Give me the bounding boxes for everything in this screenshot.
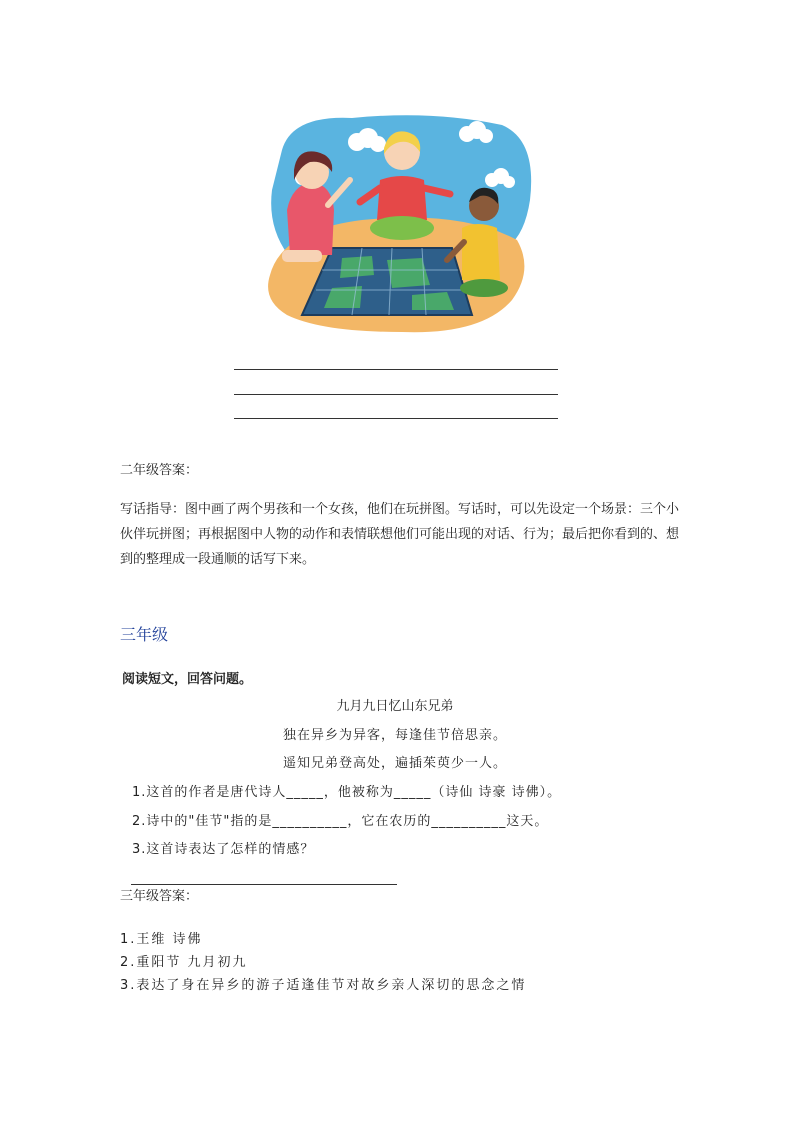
writing-line <box>234 394 558 395</box>
answer-line <box>131 884 397 885</box>
writing-line <box>234 418 558 419</box>
answer-1: 1.王维 诗佛 <box>120 932 203 947</box>
grade3-heading: 三年级 <box>120 625 169 644</box>
kids-puzzle-illustration <box>262 110 534 340</box>
question-2: 2.诗中的"佳节"指的是__________，它在农历的__________这天。 <box>132 814 549 829</box>
question-1: 1.这首的作者是唐代诗人_____，他被称为_____（诗仙 诗豪 诗佛）。 <box>132 785 562 800</box>
grade2-answer-title: 二年级答案： <box>120 463 199 478</box>
grade3-answer-title: 三年级答案： <box>120 889 199 904</box>
poem-line-1: 独在异乡为异客，每逢佳节倍思亲。 <box>282 728 507 743</box>
poem-line-2: 遥知兄弟登高处，遍插茱萸少一人。 <box>282 756 507 771</box>
poem-title: 九月九日忆山东兄弟 <box>336 699 454 714</box>
reading-instruction: 阅读短文，回答问题。 <box>122 672 253 687</box>
question-3: 3.这首诗表达了怎样的情感？ <box>132 842 315 857</box>
answer-3: 3.表达了身在异乡的游子适逢佳节对故乡亲人深切的思念之情 <box>120 978 527 993</box>
writing-line <box>234 369 558 370</box>
answer-2: 2.重阳节 九月初九 <box>120 955 248 970</box>
grade2-writing-guide: 写话指导：图中画了两个男孩和一个女孩，他们在玩拼图。写话时，可以先设定一个场景：三个小伙伴玩拼图；再根据图中人物的动作和表情联想他们可能出现的对话、行为；最后把你看到的、想到的整理成一段通顺的话写下来。 <box>120 502 680 567</box>
